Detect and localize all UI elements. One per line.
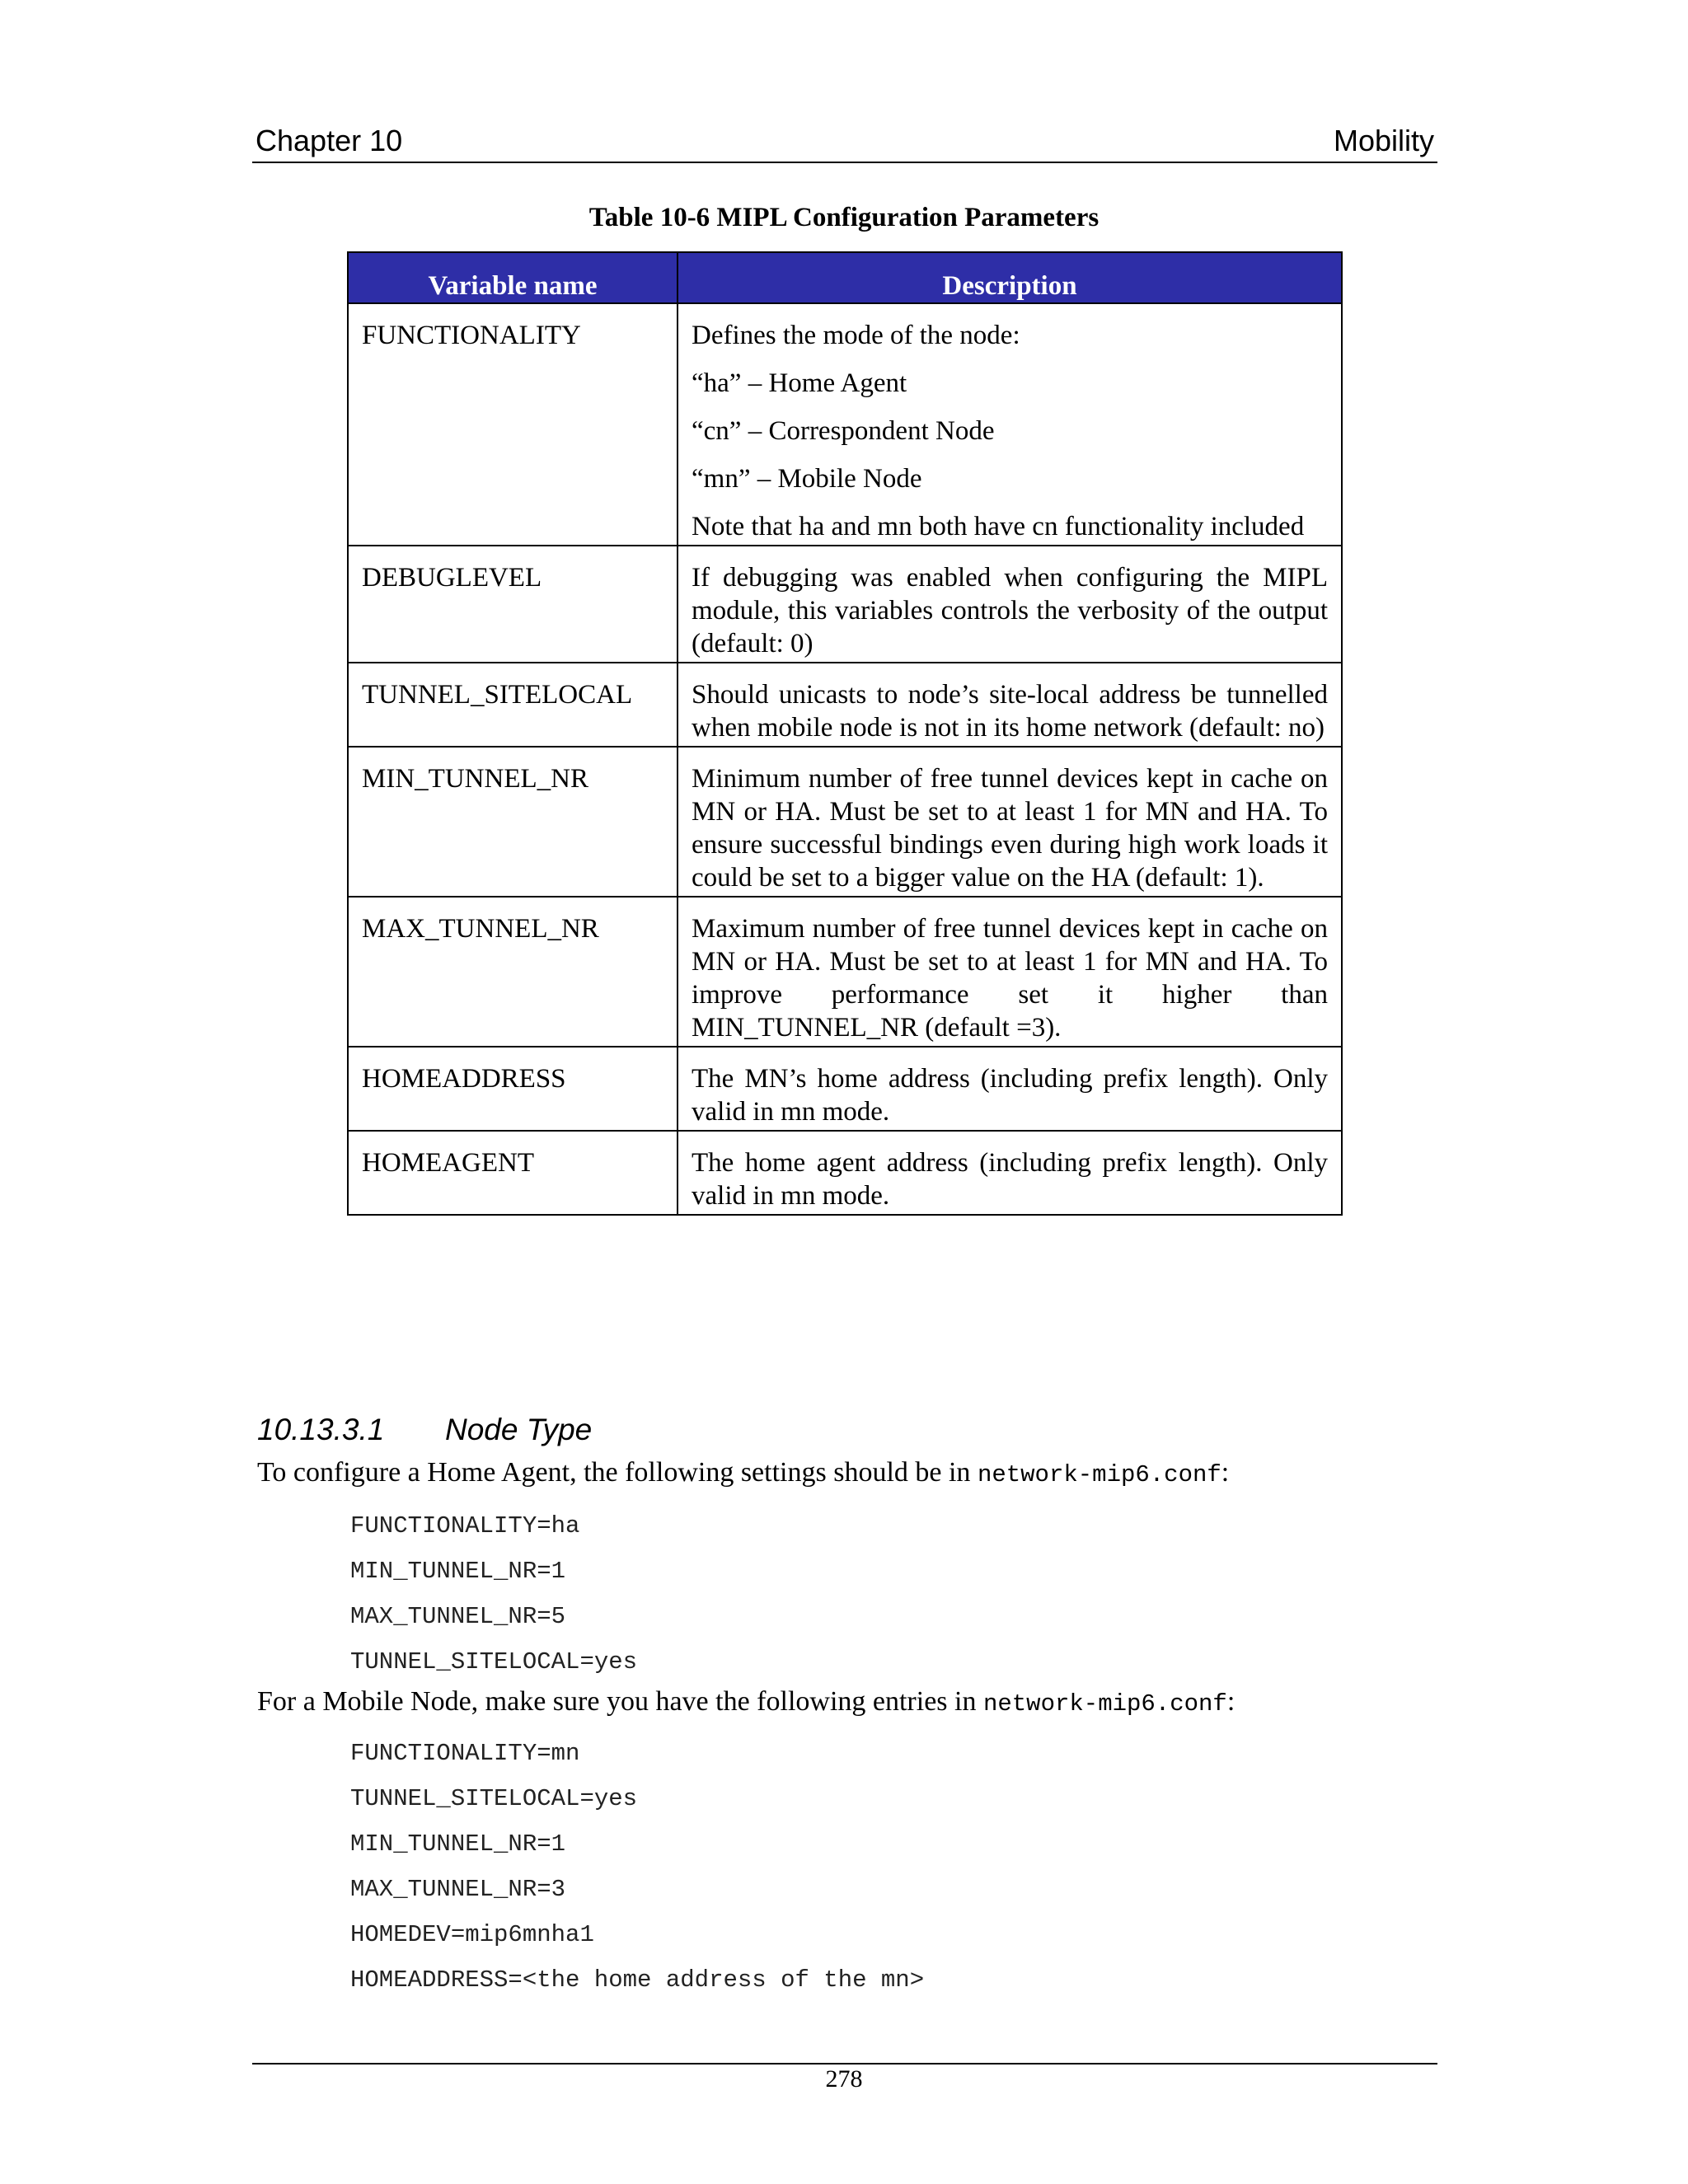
table-header-row — [348, 252, 1342, 303]
variable-name-cell: FUNCTIONALITY — [348, 303, 678, 546]
table-caption: Table 10-6 MIPL Configuration Parameters — [588, 203, 1100, 232]
description-cell — [678, 1131, 1342, 1215]
description-line: “ha” – Home Agent — [692, 368, 907, 398]
table-row — [348, 747, 1342, 897]
footer-rule — [252, 2063, 1437, 2064]
description-line: Maximum number of free tunnel devices kept in cache on MN or HA. Must be set to at least 1 for MN and HA. To improve performance set it higher than MIN_TUNNEL_NR (default =3). — [692, 914, 1328, 1043]
section-title: Node Type — [445, 1413, 593, 1446]
config-filename: network-mip6.conf — [982, 1690, 1227, 1718]
config-line: MIN_TUNNEL_NR=1 — [350, 1558, 566, 1585]
table-row — [348, 897, 1342, 1047]
description-cell — [678, 663, 1342, 747]
config-filename: network-mip6.conf — [977, 1461, 1221, 1488]
paragraph-text: To configure a Home Agent, the following settings should be in — [257, 1457, 978, 1488]
chapter-label: Chapter 10 — [256, 124, 403, 157]
table-row — [348, 1047, 1342, 1131]
config-line: MIN_TUNNEL_NR=1 — [350, 1830, 566, 1858]
config-line: FUNCTIONALITY=ha — [350, 1512, 580, 1540]
description-line: Minimum number of free tunnel devices kept in cache on MN or HA. Must be set to at least 1 for MN and HA. To ensure successful bindings even during high work loads it could be set to a bigger value on the HA (default: 1). — [692, 764, 1328, 893]
parameters-table — [347, 251, 1343, 1216]
variable-name-cell: MAX_TUNNEL_NR — [348, 897, 678, 1047]
description-line: The home agent address (including prefix length). Only valid in mn mode. — [692, 1148, 1328, 1211]
paragraph-end: : — [1226, 1686, 1236, 1717]
description-cell — [678, 1047, 1342, 1131]
description-cell — [678, 546, 1342, 663]
description-cell — [678, 303, 1342, 546]
home-agent-config-block — [350, 1503, 637, 1685]
table-row — [348, 546, 1342, 663]
home-agent-paragraph — [257, 1457, 1229, 1488]
description-line: Note that ha and mn both have cn functionality included — [692, 512, 1305, 541]
variable-name-cell: MIN_TUNNEL_NR — [348, 747, 678, 897]
description-line: If debugging was enabled when configuring the MIPL module, this variables controls the verbosity of the output (default: 0) — [692, 563, 1328, 658]
table-row — [348, 1131, 1342, 1215]
mobile-node-config-block — [350, 1731, 924, 2003]
description-line: Defines the mode of the node: — [692, 321, 1020, 350]
paragraph-text: For a Mobile Node, make sure you have the following entries in — [257, 1686, 983, 1717]
config-line: MAX_TUNNEL_NR=3 — [350, 1876, 566, 1903]
description-line: Should unicasts to node’s site-local address be tunnelled when mobile node is not in its home network (default: no) — [692, 680, 1328, 743]
section-number: 10.13.3.1 — [257, 1413, 385, 1446]
column-header-description: Description — [678, 252, 1342, 303]
table-row — [348, 663, 1342, 747]
variable-name-cell: HOMEAGENT — [348, 1131, 678, 1215]
table-row — [348, 303, 1342, 546]
variable-name-cell: HOMEADDRESS — [348, 1047, 678, 1131]
mobile-node-paragraph — [257, 1686, 1235, 1718]
description-line: “mn” – Mobile Node — [692, 464, 922, 494]
config-line: TUNNEL_SITELOCAL=yes — [350, 1648, 638, 1675]
config-line: HOMEADDRESS=<the home address of the mn> — [350, 1966, 925, 1994]
description-line: The MN’s home address (including prefix length). Only valid in mn mode. — [692, 1064, 1328, 1127]
section-label: Mobility — [1333, 124, 1434, 157]
description-line: “cn” – Correspondent Node — [692, 416, 995, 446]
paragraph-end: : — [1221, 1457, 1230, 1488]
section-heading — [257, 1413, 592, 1447]
page-header — [252, 122, 1437, 163]
config-line: HOMEDEV=mip6mnha1 — [350, 1921, 594, 1948]
variable-name-cell: TUNNEL_SITELOCAL — [348, 663, 678, 747]
description-cell — [678, 897, 1342, 1047]
column-header-variable: Variable name — [348, 252, 678, 303]
config-line: MAX_TUNNEL_NR=5 — [350, 1603, 566, 1630]
variable-name-cell: DEBUGLEVEL — [348, 546, 678, 663]
config-line: TUNNEL_SITELOCAL=yes — [350, 1785, 638, 1812]
page-number: 278 — [825, 2065, 863, 2093]
description-cell — [678, 747, 1342, 897]
config-line: FUNCTIONALITY=mn — [350, 1740, 580, 1767]
